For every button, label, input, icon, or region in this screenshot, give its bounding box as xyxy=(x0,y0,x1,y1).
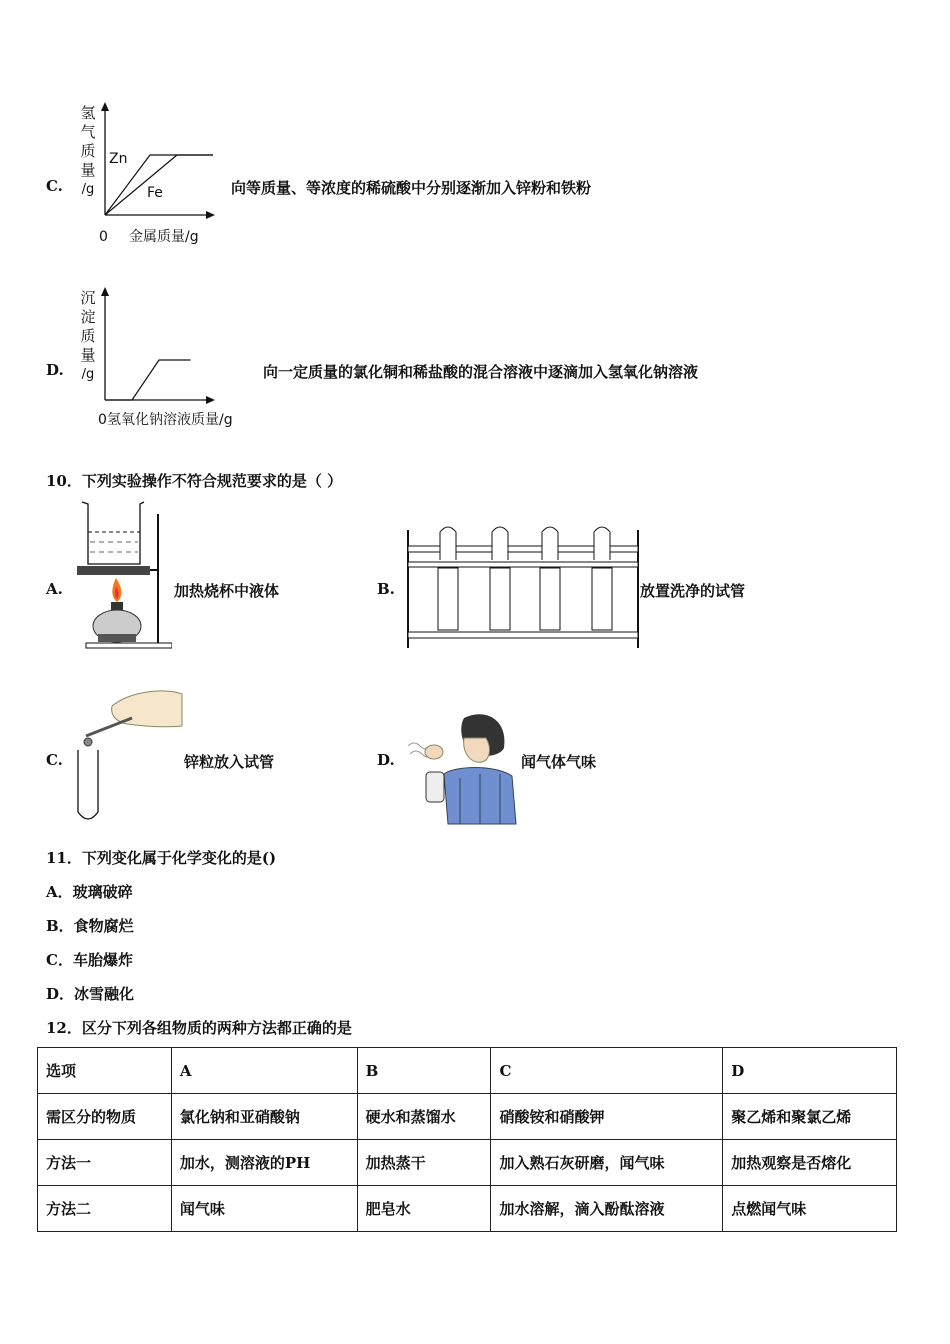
ylabel-char: 量 xyxy=(80,346,96,364)
zinc-into-tube-illustration xyxy=(72,686,187,826)
table-cell: 选项 xyxy=(38,1048,172,1094)
option-d-text: 向一定质量的氯化铜和稀盐酸的混合溶液中逐滴加入氢氧化钠溶液 xyxy=(263,363,699,381)
ylabel-char: /g xyxy=(81,182,95,197)
zinc-granule xyxy=(84,738,92,746)
table-row xyxy=(38,1140,897,1186)
tube-slot xyxy=(540,568,560,630)
ylabel-char: 气 xyxy=(80,123,96,141)
q11-option-d: D．冰雪融化 xyxy=(46,985,135,1003)
table-row xyxy=(38,1048,897,1094)
ylabel-char: /g xyxy=(81,367,95,382)
table-cell: 加水溶解，滴入酚酞溶液 xyxy=(491,1186,723,1232)
table-cell: 肥皂水 xyxy=(357,1186,491,1232)
table-cell: 加入熟石灰研磨，闻气味 xyxy=(491,1140,723,1186)
series-label-zn: Zn xyxy=(109,151,128,167)
q10-c-text: 锌粒放入试管 xyxy=(184,753,275,771)
smelling-gas-illustration xyxy=(404,708,520,826)
y-axis-arrow xyxy=(101,287,109,296)
ylabel-char: 质 xyxy=(80,327,96,345)
table-cell: 加热蒸干 xyxy=(357,1140,491,1186)
table-row xyxy=(38,1186,897,1232)
gauze xyxy=(77,566,150,575)
option-d-letter: D. xyxy=(46,361,64,379)
ylabel-char: 沉 xyxy=(80,289,96,307)
chart-c-svg xyxy=(95,100,225,245)
test-tube xyxy=(440,527,456,560)
ylabel-char: 量 xyxy=(80,161,96,179)
table-cell: D xyxy=(723,1048,897,1094)
test-tube xyxy=(594,527,610,560)
q10-b-letter: B. xyxy=(377,580,395,598)
ylabel-char: 氢 xyxy=(80,104,96,122)
rack-bottom-shelf xyxy=(408,632,638,638)
option-c-letter: C. xyxy=(46,177,63,195)
stand-base xyxy=(86,643,172,648)
chart-d-svg xyxy=(95,285,265,430)
q10-d-text: 闻气体气味 xyxy=(521,753,597,771)
table-cell: 点燃闻气味 xyxy=(723,1186,897,1232)
option-c-text: 向等质量、等浓度的稀硫酸中分别逐渐加入锌粉和铁粉 xyxy=(231,179,592,197)
table-cell: 方法二 xyxy=(38,1186,172,1232)
table-cell: 硬水和蒸馏水 xyxy=(357,1094,491,1140)
tube-slot xyxy=(592,568,612,630)
x-axis-arrow xyxy=(206,396,215,404)
q10-a-text: 加热烧杯中液体 xyxy=(174,582,280,600)
beaker xyxy=(82,502,144,564)
q11-option-c: C．车胎爆炸 xyxy=(46,951,133,969)
test-tube-rack-illustration xyxy=(404,520,644,650)
rack-middle-shelf xyxy=(408,562,638,567)
wafting-hand xyxy=(425,745,443,759)
tube-slot xyxy=(438,568,458,630)
table-cell: 需区分的物质 xyxy=(38,1094,172,1140)
table-cell: C xyxy=(491,1048,723,1094)
table-cell: 闻气味 xyxy=(171,1186,357,1232)
q10-c-letter: C. xyxy=(46,751,63,769)
x-axis-label: 氢氧化钠溶液质量/g xyxy=(107,412,233,428)
q11-option-a: A．玻璃破碎 xyxy=(46,883,133,901)
table-row xyxy=(38,1094,897,1140)
table-cell: 硝酸铵和硝酸钾 xyxy=(491,1094,723,1140)
tweezers xyxy=(86,718,132,736)
ylabel-char: 淀 xyxy=(80,308,96,326)
table-cell: B xyxy=(357,1048,491,1094)
q12-stem: 12．区分下列各组物质的两种方法都正确的是 xyxy=(46,1019,352,1037)
q11-option-b: B．食物腐烂 xyxy=(46,917,134,935)
face xyxy=(464,738,490,762)
wick xyxy=(111,602,123,610)
test-tube xyxy=(492,527,508,560)
q12-table xyxy=(37,1047,897,1232)
q10-d-letter: D. xyxy=(377,751,395,769)
lamp-base xyxy=(98,634,136,642)
q10-a-letter: A. xyxy=(46,580,63,598)
series-label-fe: Fe xyxy=(147,185,163,201)
table-cell: 方法一 xyxy=(38,1140,172,1186)
test-tube xyxy=(542,527,558,560)
table-cell: A xyxy=(171,1048,357,1094)
table-cell: 加水，测溶液的PH xyxy=(171,1140,357,1186)
origin-label: 0 xyxy=(99,229,108,245)
q11-stem: 11．下列变化属于化学变化的是() xyxy=(46,849,277,867)
gas-bottle xyxy=(426,772,444,802)
y-axis-arrow xyxy=(101,102,109,111)
table-cell: 聚乙烯和聚氯乙烯 xyxy=(723,1094,897,1140)
q10-b-text: 放置洗净的试管 xyxy=(640,582,746,600)
x-axis-arrow xyxy=(206,211,215,219)
beaker-heating-illustration xyxy=(72,498,172,650)
table-cell: 氯化钠和亚硝酸钠 xyxy=(171,1094,357,1140)
q10-stem: 10．下列实验操作不符合规范要求的是（ ） xyxy=(46,472,343,490)
series-line-precipitate xyxy=(105,360,191,400)
x-axis-label: 金属质量/g xyxy=(129,229,199,245)
ylabel-char: 质 xyxy=(80,142,96,160)
origin-label: 0 xyxy=(98,412,107,428)
test-tube-upright xyxy=(78,750,98,819)
tube-slot xyxy=(490,568,510,630)
table-cell: 加热观察是否熔化 xyxy=(723,1140,897,1186)
